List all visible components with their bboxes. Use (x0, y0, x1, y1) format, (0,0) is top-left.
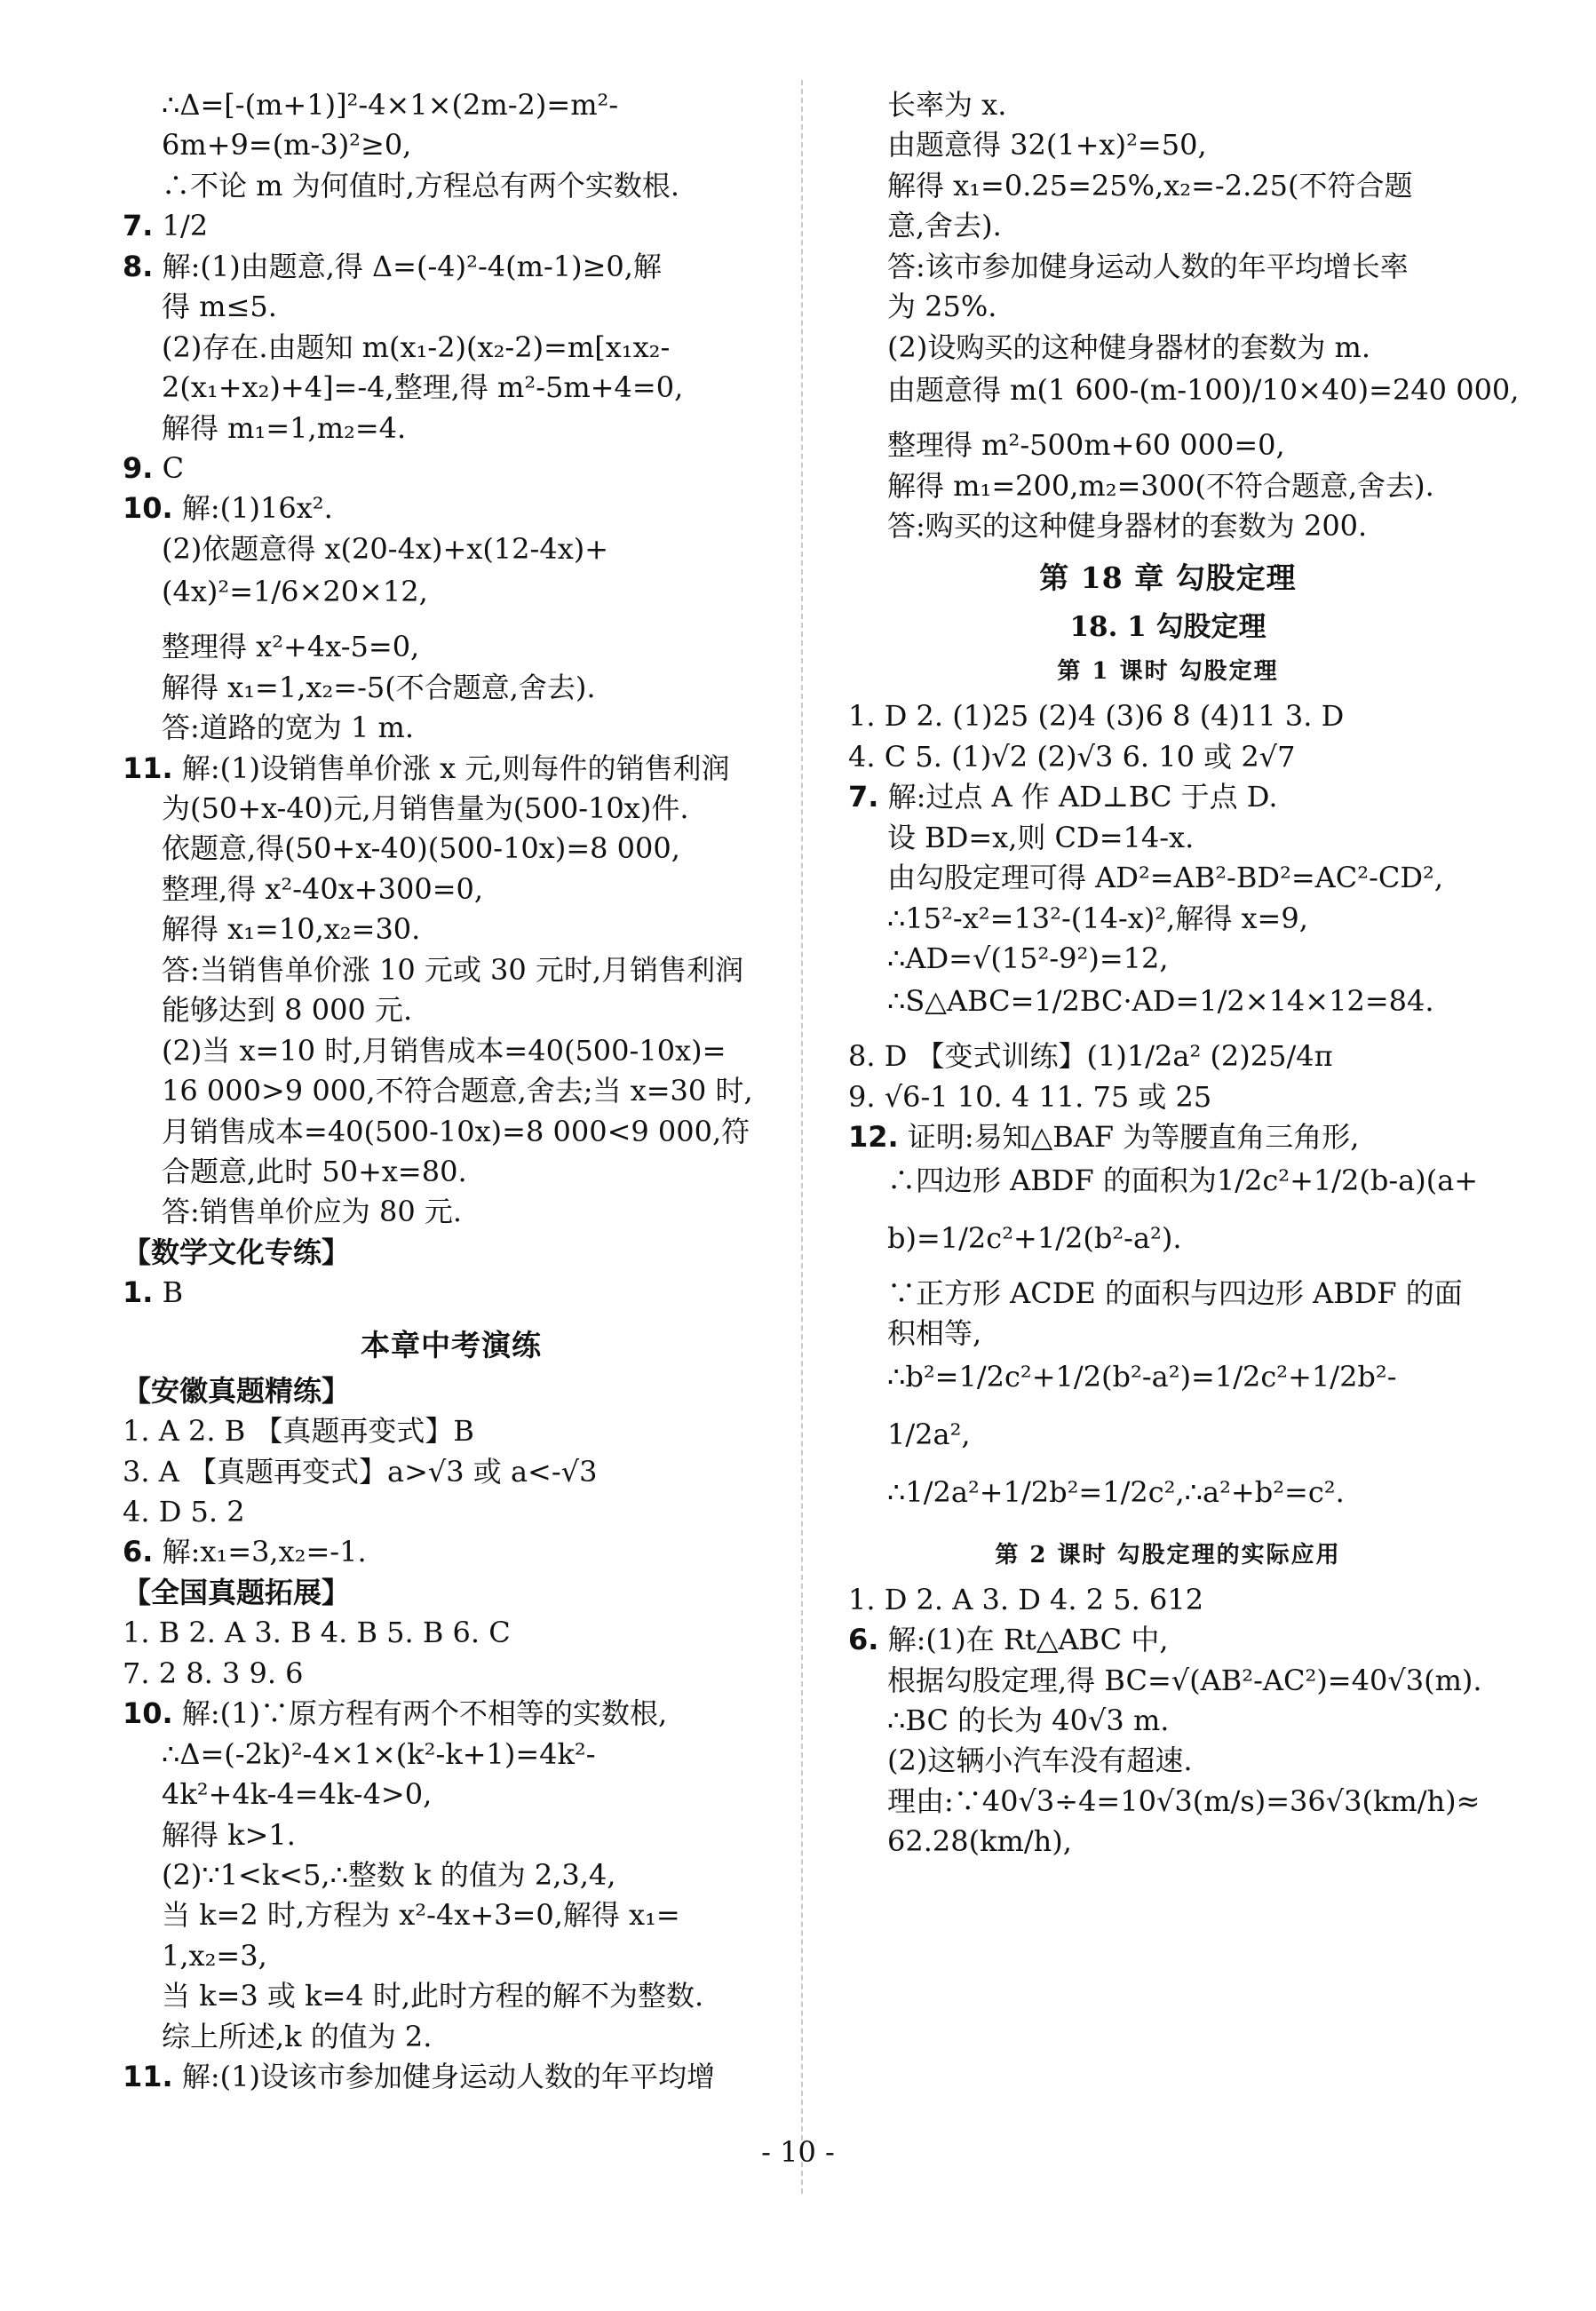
answer-row: 4. C 5. (1)√2 (2)√3 6. 10 或 2√7 (848, 739, 1296, 774)
answer-item (123, 206, 780, 246)
solution-line: ∴b²=1/2c²+1/2(b²-a²)=1/2c²+1/2b²- (887, 1359, 1397, 1394)
solution-line: 解得 x₁=10,x₂=30. (162, 912, 421, 947)
item-text: C (162, 450, 185, 485)
answer-row: 8. D 【变式训练】(1)1/2a² (2)25/4π (848, 1039, 1333, 1074)
solution-line: (4x)²=1/6×20×12, (162, 575, 428, 609)
solution-line: 解得 x₁=0.25=25%,x₂=-2.25(不符合题 (887, 168, 1413, 203)
item-number: 11. (123, 750, 173, 785)
answer-row: 1. D 2. A 3. D 4. 2 5. 612 (848, 1582, 1204, 1616)
solution-line: 根据勾股定理,得 BC=√(AB²-AC²)=40√3(m). (887, 1663, 1482, 1697)
solution-line: b)=1/2c²+1/2(b²-a²). (887, 1220, 1182, 1255)
answer-item (123, 1273, 780, 1313)
solution-line: 答:该市参加健身运动人数的年平均增长率 (887, 249, 1409, 283)
solution-line: (2)设购买的这种健身器材的套数为 m. (887, 330, 1371, 364)
solution-line: 6m+9=(m-3)²≥0, (162, 128, 412, 163)
solution-line: 长率为 x. (887, 88, 1007, 122)
solution-line: 16 000>9 000,不符合题意,舍去;当 x=30 时, (162, 1074, 753, 1108)
solution-line: ∴15²-x²=13²-(14-x)²,解得 x=9, (887, 901, 1308, 935)
subsection-label: 【数学文化专练】 (123, 1235, 351, 1269)
solution-line: 答:购买的这种健身器材的套数为 200. (887, 508, 1368, 543)
solution-line: ∴Δ=(-2k)²-4×1×(k²-k+1)=4k²- (162, 1736, 596, 1771)
solution-line: (2)这辆小汽车没有超速. (887, 1743, 1193, 1778)
lesson-heading: 第 2 课时 勾股定理的实际应用 (995, 1541, 1341, 1568)
item-text: 解:(1)在 Rt△ABC 中, (887, 1623, 1169, 1657)
solution-line: 解得 x₁=1,x₂=-5(不合题意,舍去). (162, 670, 596, 704)
item-number: 7. (123, 209, 154, 243)
solution-line: 答:销售单价应为 80 元. (162, 1195, 463, 1229)
solution-line: 解得 m₁=200,m₂=300(不符合题意,舍去). (887, 468, 1434, 503)
answer-item (123, 1694, 780, 1734)
answer-item (123, 2057, 780, 2097)
right-column (848, 85, 1520, 1862)
section-heading: 18. 1 勾股定理 (1069, 611, 1266, 644)
solution-line: 得 m≤5. (162, 290, 277, 324)
answer-row: 7. 2 8. 3 9. 6 (123, 1656, 304, 1690)
answer-row: 1. A 2. B 【真题再变式】B (123, 1414, 474, 1449)
solution-line: ∴BC 的长为 40√3 m. (887, 1703, 1170, 1737)
item-number: 1. (123, 1275, 154, 1310)
subsection-label: 【全国真题拓展】 (123, 1575, 351, 1609)
item-text: 解:x₁=3,x₂=-1. (162, 1535, 367, 1569)
item-text: 解:(1)设该市参加健身运动人数的年平均增 (181, 2060, 715, 2094)
page-number: - 10 - (761, 2135, 835, 2169)
solution-line: (2)∵1<k<5,∴整数 k 的值为 2,3,4, (162, 1857, 616, 1892)
left-column (123, 85, 780, 2098)
solution-line: 由题意得 m(1 600-(m-100)/10×40)=240 000, (887, 373, 1520, 408)
solution-line: 依题意,得(50+x-40)(500-10x)=8 000, (162, 831, 680, 866)
solution-line: (2)存在.由题知 m(x₁-2)(x₂-2)=m[x₁x₂- (162, 330, 671, 364)
item-text: 解:(1)设销售单价涨 x 元,则每件的销售利润 (181, 750, 730, 785)
item-text: 1/2 (162, 209, 209, 243)
chapter-heading: 第 18 章 勾股定理 (1039, 560, 1297, 596)
answer-row: 4. D 5. 2 (123, 1495, 245, 1529)
solution-line: 整理得 m²-500m+60 000=0, (887, 428, 1285, 463)
item-text: 解:(1)由题意,得 Δ=(-4)²-4(m-1)≥0,解 (162, 249, 662, 283)
solution-line: 由题意得 32(1+x)²=50, (887, 128, 1207, 163)
item-text: 解:(1)∵原方程有两个不相等的实数根, (181, 1696, 668, 1731)
solution-line: 答:道路的宽为 1 m. (162, 711, 415, 745)
solution-line: 4k²+4k-4=4k-4>0, (162, 1777, 433, 1812)
item-text: B (162, 1275, 184, 1310)
solution-line: 为(50+x-40)元,月销售量为(500-10x)件. (162, 791, 689, 825)
lesson-heading: 第 1 课时 勾股定理 (1057, 658, 1279, 686)
solution-line: 月销售成本=40(500-10x)=8 000<9 000,符 (162, 1114, 750, 1148)
answer-row: 1. B 2. A 3. B 4. B 5. B 6. C (123, 1616, 511, 1650)
solution-line: 意,舍去). (887, 209, 1002, 243)
solution-line: ∴AD=√(15²-9²)=12, (887, 941, 1169, 975)
solution-line: 积相等, (887, 1316, 982, 1351)
solution-line: 当 k=3 或 k=4 时,此时方程的解不为整数. (162, 1979, 704, 2013)
subsection-label: 【安徽真题精练】 (123, 1373, 351, 1408)
item-text: 解:过点 A 作 AD⊥BC 于点 D. (887, 780, 1278, 814)
answer-row: 1. D 2. (1)25 (2)4 (3)6 8 (4)11 3. D (848, 699, 1345, 734)
answer-item (123, 749, 780, 789)
solution-line: 设 BD=x,则 CD=14-x. (887, 820, 1195, 854)
item-number: 12. (848, 1120, 899, 1155)
column-divider (801, 80, 803, 2194)
solution-line: (2)依题意得 x(20-4x)+x(12-4x)+ (162, 531, 609, 566)
answer-item (848, 1620, 1488, 1660)
item-text: 解:(1)16x². (181, 491, 333, 526)
item-number: 6. (123, 1535, 154, 1569)
solution-line: 解得 m₁=1,m₂=4. (162, 410, 407, 445)
solution-line: 当 k=2 时,方程为 x²-4x+3=0,解得 x₁= (162, 1898, 680, 1933)
solution-line: 合题意,此时 50+x=80. (162, 1154, 467, 1188)
item-number: 8. (123, 249, 154, 283)
answer-item (123, 247, 780, 287)
item-number: 10. (123, 1696, 173, 1731)
answer-item (848, 1117, 1488, 1157)
solution-line: ∵正方形 ACDE 的面积与四边形 ABDF 的面 (887, 1275, 1463, 1310)
solution-line: ∴不论 m 为何值时,方程总有两个实数根. (162, 168, 680, 203)
answer-row: 9. √6-1 10. 4 11. 75 或 25 (848, 1079, 1212, 1114)
chapter-heading: 本章中考演练 (361, 1327, 542, 1362)
solution-line: 解得 k>1. (162, 1817, 296, 1852)
solution-line: 整理得 x²+4x-5=0, (162, 630, 420, 664)
solution-line: 为 25%. (887, 290, 997, 324)
solution-line: 整理,得 x²-40x+300=0, (162, 871, 484, 906)
answer-item (123, 488, 780, 528)
solution-line: ∴Δ=[-(m+1)]²-4×1×(2m-2)=m²- (162, 88, 619, 122)
answer-row: 3. A 【真题再变式】a>√3 或 a<-√3 (123, 1454, 598, 1489)
solution-line: 理由:∵40√3÷4=10√3(m/s)=36√3(km/h)≈ (887, 1783, 1481, 1818)
item-number: 6. (848, 1623, 879, 1657)
solution-line: 1,x₂=3, (162, 1938, 267, 1973)
solution-line: 答:当销售单价涨 10 元或 30 元时,月销售利润 (162, 952, 744, 987)
solution-line: ∴1/2a²+1/2b²=1/2c²,∴a²+b²=c². (887, 1474, 1345, 1509)
solution-line: ∴四边形 ABDF 的面积为1/2c²+1/2(b-a)(a+ (887, 1163, 1479, 1197)
answer-item (123, 449, 780, 488)
solution-line: 综上所述,k 的值为 2. (162, 2019, 433, 2053)
solution-line: 能够达到 8 000 元. (162, 993, 413, 1028)
item-text: 证明:易知△BAF 为等腰直角三角形, (907, 1120, 1360, 1155)
solution-line: ∴S△ABC=1/2BC·AD=1/2×14×12=84. (887, 984, 1434, 1019)
answer-item (123, 1532, 780, 1572)
item-number: 10. (123, 491, 173, 526)
solution-line: 2(x₁+x₂)+4]=-4,整理,得 m²-5m+4=0, (162, 370, 684, 405)
answer-item (848, 777, 1488, 817)
solution-line: 62.28(km/h), (887, 1824, 1072, 1859)
item-number: 11. (123, 2060, 173, 2094)
solution-line: 由勾股定理可得 AD²=AB²-BD²=AC²-CD², (887, 861, 1444, 895)
solution-line: 1/2a², (887, 1417, 971, 1451)
item-number: 7. (848, 780, 879, 814)
solution-line: (2)当 x=10 时,月销售成本=40(500-10x)= (162, 1033, 727, 1068)
item-number: 9. (123, 450, 154, 485)
